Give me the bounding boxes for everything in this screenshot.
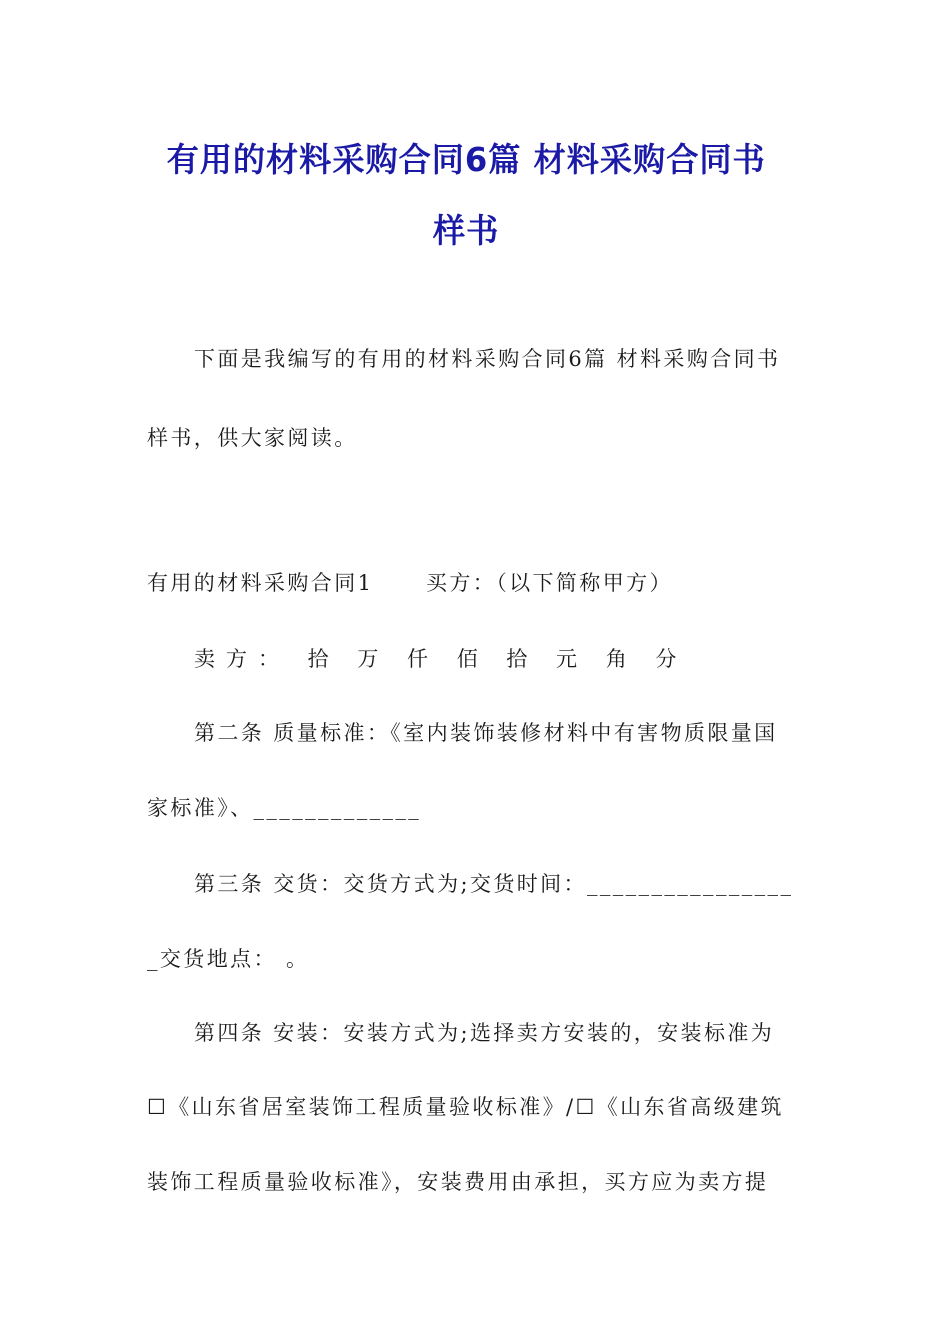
article-4-line-2: ☐《山东省居室装饰工程质量验收标准》/☐《山东省高级建筑 [147,1095,784,1119]
article-2-line-1: 第二条 质量标准：《室内装饰装修材料中有害物质限量国 [194,721,778,745]
article-2-line-2: 家标准》、_____________ [147,796,422,820]
document-title-line-2: 样书 [432,211,500,250]
intro-paragraph-line-2: 样书，供大家阅读。 [147,426,358,450]
article-4-line-1: 第四条 安装：安装方式为;选择卖方安装的，安装标准为 [194,1021,775,1045]
section-heading: 有用的材料采购合同1 [147,571,374,595]
buyer-label: 买方：（以下简称甲方） [426,571,673,595]
document-title-line-1: 有用的材料采购合同6篇 材料采购合同书 [166,140,766,179]
intro-paragraph-line-1: 下面是我编写的有用的材料采购合同6篇 材料采购合同书 [194,347,781,371]
article-3-line-2: _交货地点： 。 [147,947,310,971]
article-3-line-1: 第三条 交货：交货方式为;交货时间：________________ [194,872,794,896]
article-4-line-3: 装饰工程质量验收标准》，安装费用由承担，买方应为卖方提 [147,1170,769,1194]
seller-line: 卖方： 拾 万 仟 佰 拾 元 角 分 [194,647,688,671]
